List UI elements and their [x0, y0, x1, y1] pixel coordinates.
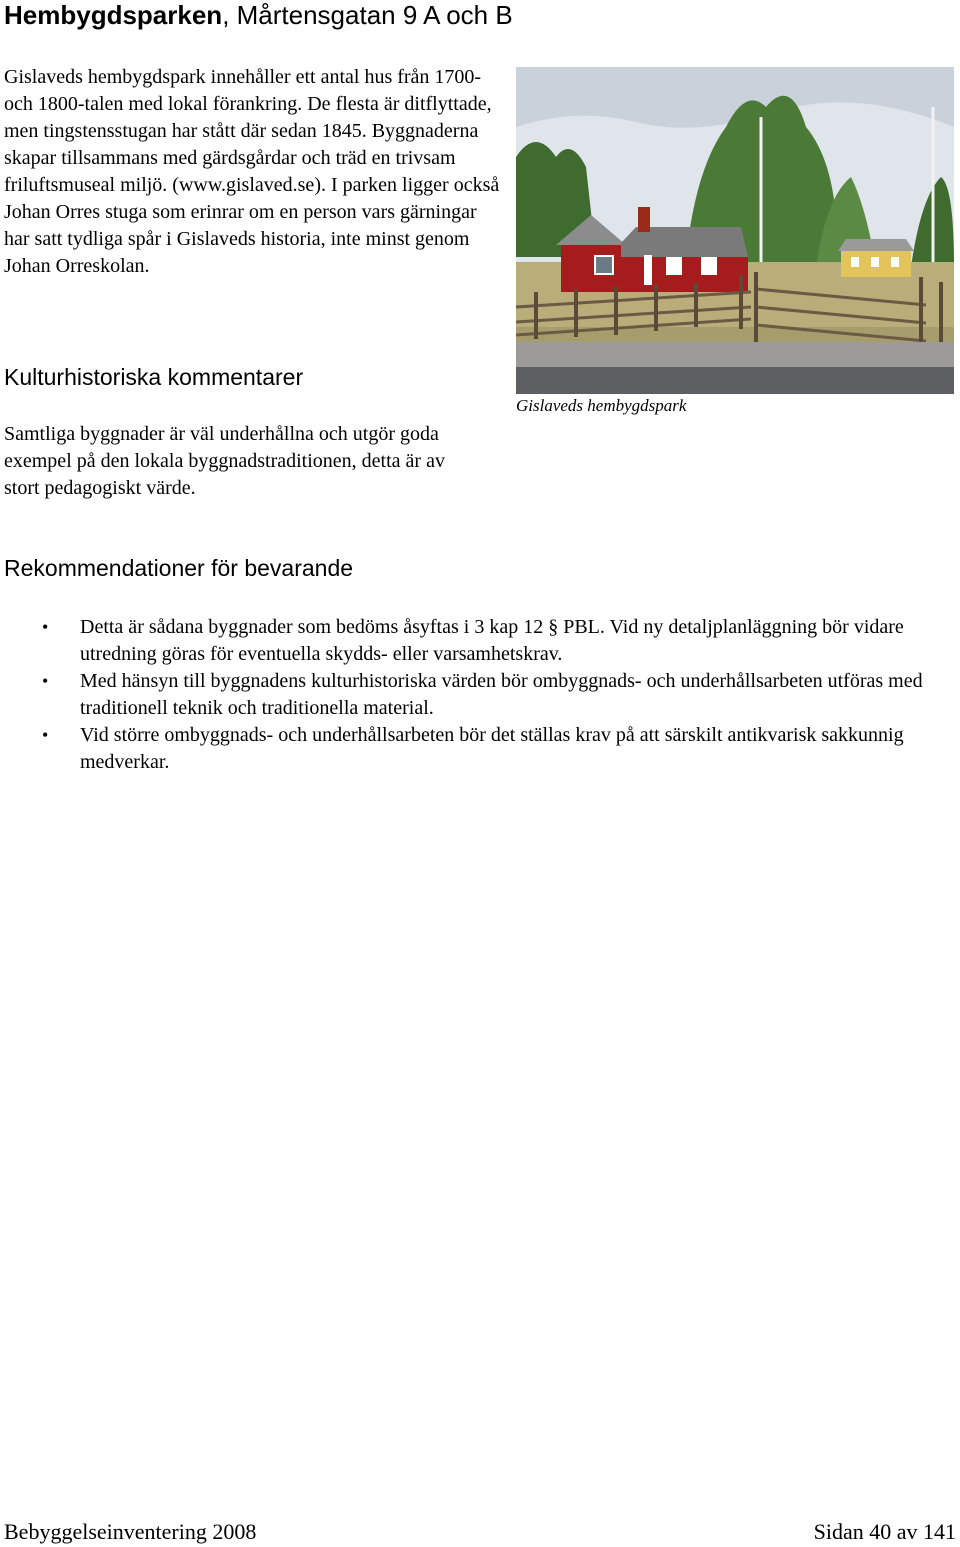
list-item-text: Vid större ombyggnads- och underhållsarbeten bör det ställas krav på att särskilt antikvarisk sakkunnig medverkar.	[80, 724, 904, 773]
footer-page-number: Sidan 40 av 141	[813, 1519, 956, 1544]
bullet-icon: •	[42, 671, 49, 691]
list-item	[0, 614, 950, 668]
page-title-bold: Hembygdsparken	[4, 0, 223, 30]
intro-paragraph: Gislaveds hembygdspark innehåller ett antal hus från 1700- och 1800-talen med lokal förankring. De flesta är ditflyttade, men tingstensstugan har stått där sedan 1845. Byggnaderna skapar tillsammans med gärdsgårdar och träd en trivsam friluftsmuseal miljö. (www.gislaved.se). I parken ligger också Johan Orres stuga som erinrar om en person vars gärningar har satt tydliga spår i Gislaveds historia, inte minst genom Johan Orreskolan.	[4, 66, 500, 277]
page-title-address: , Mårtensgatan 9 A och B	[222, 0, 513, 30]
list-item	[0, 722, 950, 776]
park-photo	[516, 67, 954, 394]
list-item	[0, 668, 950, 722]
photo-caption: Gislaveds hembygdspark	[516, 396, 687, 415]
section-heading-kulturhistoriska: Kulturhistoriska kommentarer	[4, 364, 304, 390]
page-title	[4, 0, 513, 30]
bullet-icon: •	[42, 725, 49, 745]
bullet-icon: •	[42, 617, 49, 637]
kulturhistoriska-paragraph: Samtliga byggnader är väl underhållna och utgör goda exempel på den lokala byggnadstraditionen, detta är av stort pedagogiskt värde.	[4, 423, 445, 499]
list-item-text: Med hänsyn till byggnadens kulturhistoriska värden bör ombyggnads- och underhållsarbeten utföras med traditionell teknik och traditionella material.	[80, 670, 923, 719]
section-heading-rekommendationer: Rekommendationer för bevarande	[4, 555, 354, 581]
footer-document-title: Bebyggelseinventering 2008	[4, 1519, 257, 1544]
recommendations-list	[0, 614, 960, 776]
list-item-text: Detta är sådana byggnader som bedöms åsyftas i 3 kap 12 § PBL. Vid ny detaljplanläggning bör vidare utredning göras för eventuella skydds- eller varsamhetskrav.	[80, 616, 904, 665]
